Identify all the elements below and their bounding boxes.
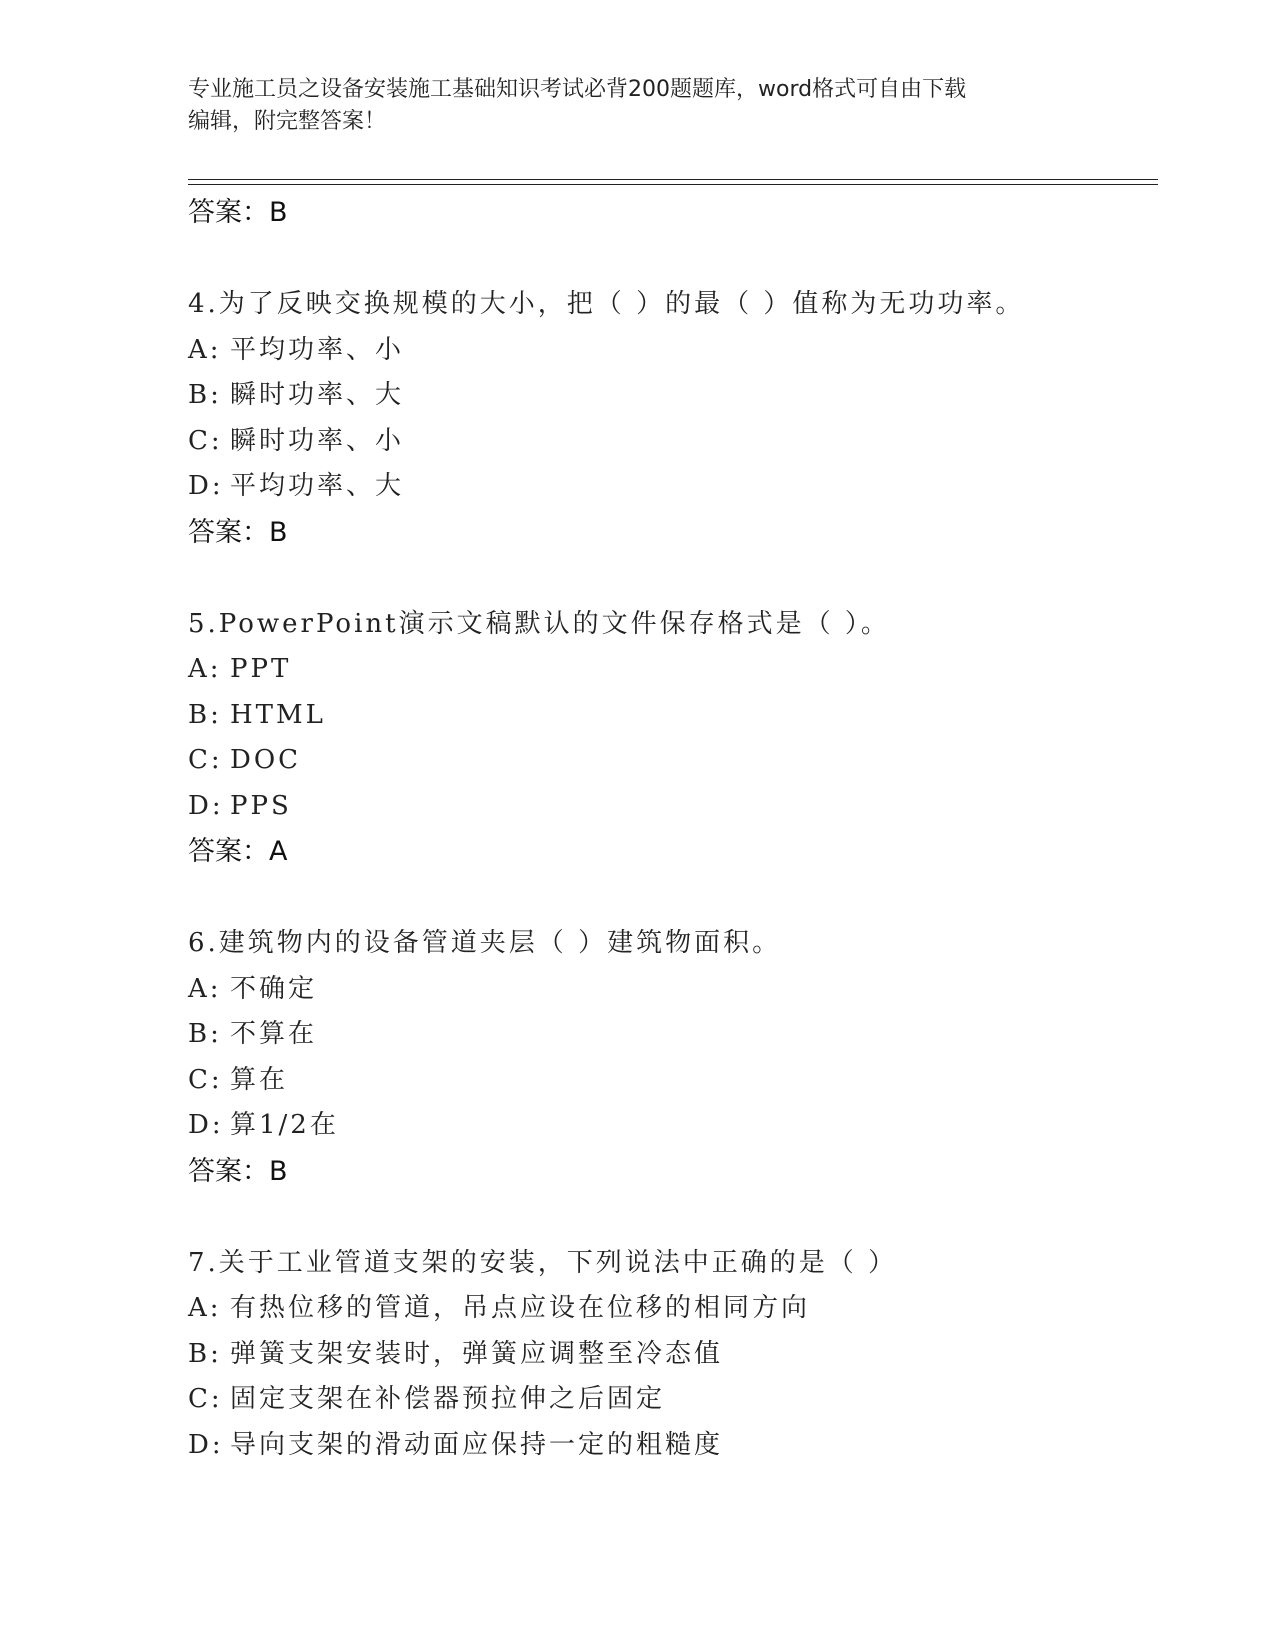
answer-option: [188, 1012, 1168, 1058]
question-text: 6.建筑物内的设备管道夹层（ ）建筑物面积。: [188, 928, 782, 958]
answer-option: [188, 784, 1168, 830]
option-text: 不确定: [230, 973, 318, 1004]
option-letter: A:: [188, 1293, 222, 1323]
option-text: PPT: [230, 654, 292, 684]
answer-value: A: [269, 836, 288, 867]
answer-option: [188, 464, 1168, 510]
answer-option: [188, 738, 1168, 784]
option-text: 瞬时功率、小: [230, 425, 405, 456]
header-title-line2: 编辑，附完整答案！: [188, 109, 387, 134]
answer-line: [188, 1149, 1168, 1195]
option-letter: D:: [188, 471, 224, 501]
option-text: 固定支架在补偿器预拉伸之后固定: [230, 1384, 666, 1414]
option-letter: B:: [188, 699, 222, 730]
block-spacer: [188, 875, 1168, 921]
header-title-line1: 专业施工员之设备安装施工基础知识考试必背200题题库，word格式可自由下载: [188, 77, 967, 102]
option-text: PPS: [230, 790, 292, 821]
answer-value: B: [269, 516, 288, 548]
document-header: [188, 74, 1088, 138]
answer-option: [188, 1423, 1168, 1469]
option-text: DOC: [230, 745, 302, 775]
answer-line: [188, 829, 1168, 875]
answer-label: 答案：: [188, 836, 269, 867]
option-letter: A:: [188, 973, 222, 1004]
option-letter: C:: [188, 1064, 223, 1095]
answer-option: [188, 967, 1168, 1013]
block-spacer: [188, 236, 1168, 282]
option-text: 平均功率、大: [230, 471, 405, 501]
answer-option: [188, 419, 1168, 465]
option-letter: A:: [188, 654, 222, 684]
answer-option: [188, 647, 1168, 693]
option-text: 导向支架的滑动面应保持一定的粗糙度: [230, 1429, 724, 1460]
option-letter: C:: [188, 745, 223, 775]
answer-line: [188, 510, 1168, 556]
option-text: 有热位移的管道，吊点应设在位移的相同方向: [230, 1293, 811, 1323]
option-letter: C:: [188, 425, 223, 456]
answer-option: [188, 1377, 1168, 1423]
answer-option: [188, 1103, 1168, 1149]
block-spacer: [188, 1195, 1168, 1241]
option-text: 平均功率、小: [230, 334, 405, 365]
answer-option: [188, 693, 1168, 739]
answer-value: B: [269, 1155, 288, 1187]
answer-option: [188, 1286, 1168, 1332]
header-divider-bottom: [188, 184, 1158, 185]
answer-label: 答案：: [188, 197, 269, 228]
question-text: 5.PowerPoint演示文稿默认的文件保存格式是（ ）。: [188, 608, 890, 639]
question-text: 4.为了反映交换规模的大小，把（ ）的最（ ）值称为无功功率。: [188, 289, 1025, 319]
answer-option: [188, 328, 1168, 374]
option-letter: D:: [188, 1429, 224, 1460]
answer-label: 答案：: [188, 1155, 269, 1187]
option-letter: B:: [188, 380, 222, 410]
option-letter: B:: [188, 1338, 222, 1369]
answer-option: [188, 1058, 1168, 1104]
option-letter: A:: [188, 334, 222, 365]
option-letter: D:: [188, 1110, 224, 1140]
answer-line: [188, 190, 1168, 236]
answer-label: 答案：: [188, 516, 269, 548]
question-list: [188, 190, 1168, 1468]
answer-option: [188, 1332, 1168, 1378]
option-text: 算1/2在: [230, 1110, 339, 1140]
option-letter: B:: [188, 1019, 222, 1049]
option-letter: D:: [188, 790, 224, 821]
header-divider-top: [188, 179, 1158, 180]
option-letter: C:: [188, 1384, 223, 1414]
option-text: HTML: [230, 699, 326, 730]
option-text: 算在: [230, 1064, 289, 1095]
answer-value: B: [269, 197, 288, 228]
option-text: 不算在: [230, 1019, 318, 1049]
question-text: 7.关于工业管道支架的安装，下列说法中正确的是（ ）: [188, 1247, 898, 1278]
block-spacer: [188, 556, 1168, 602]
option-text: 瞬时功率、大: [230, 380, 405, 410]
option-text: 弹簧支架安装时，弹簧应调整至冷态值: [230, 1338, 724, 1369]
answer-option: [188, 373, 1168, 419]
